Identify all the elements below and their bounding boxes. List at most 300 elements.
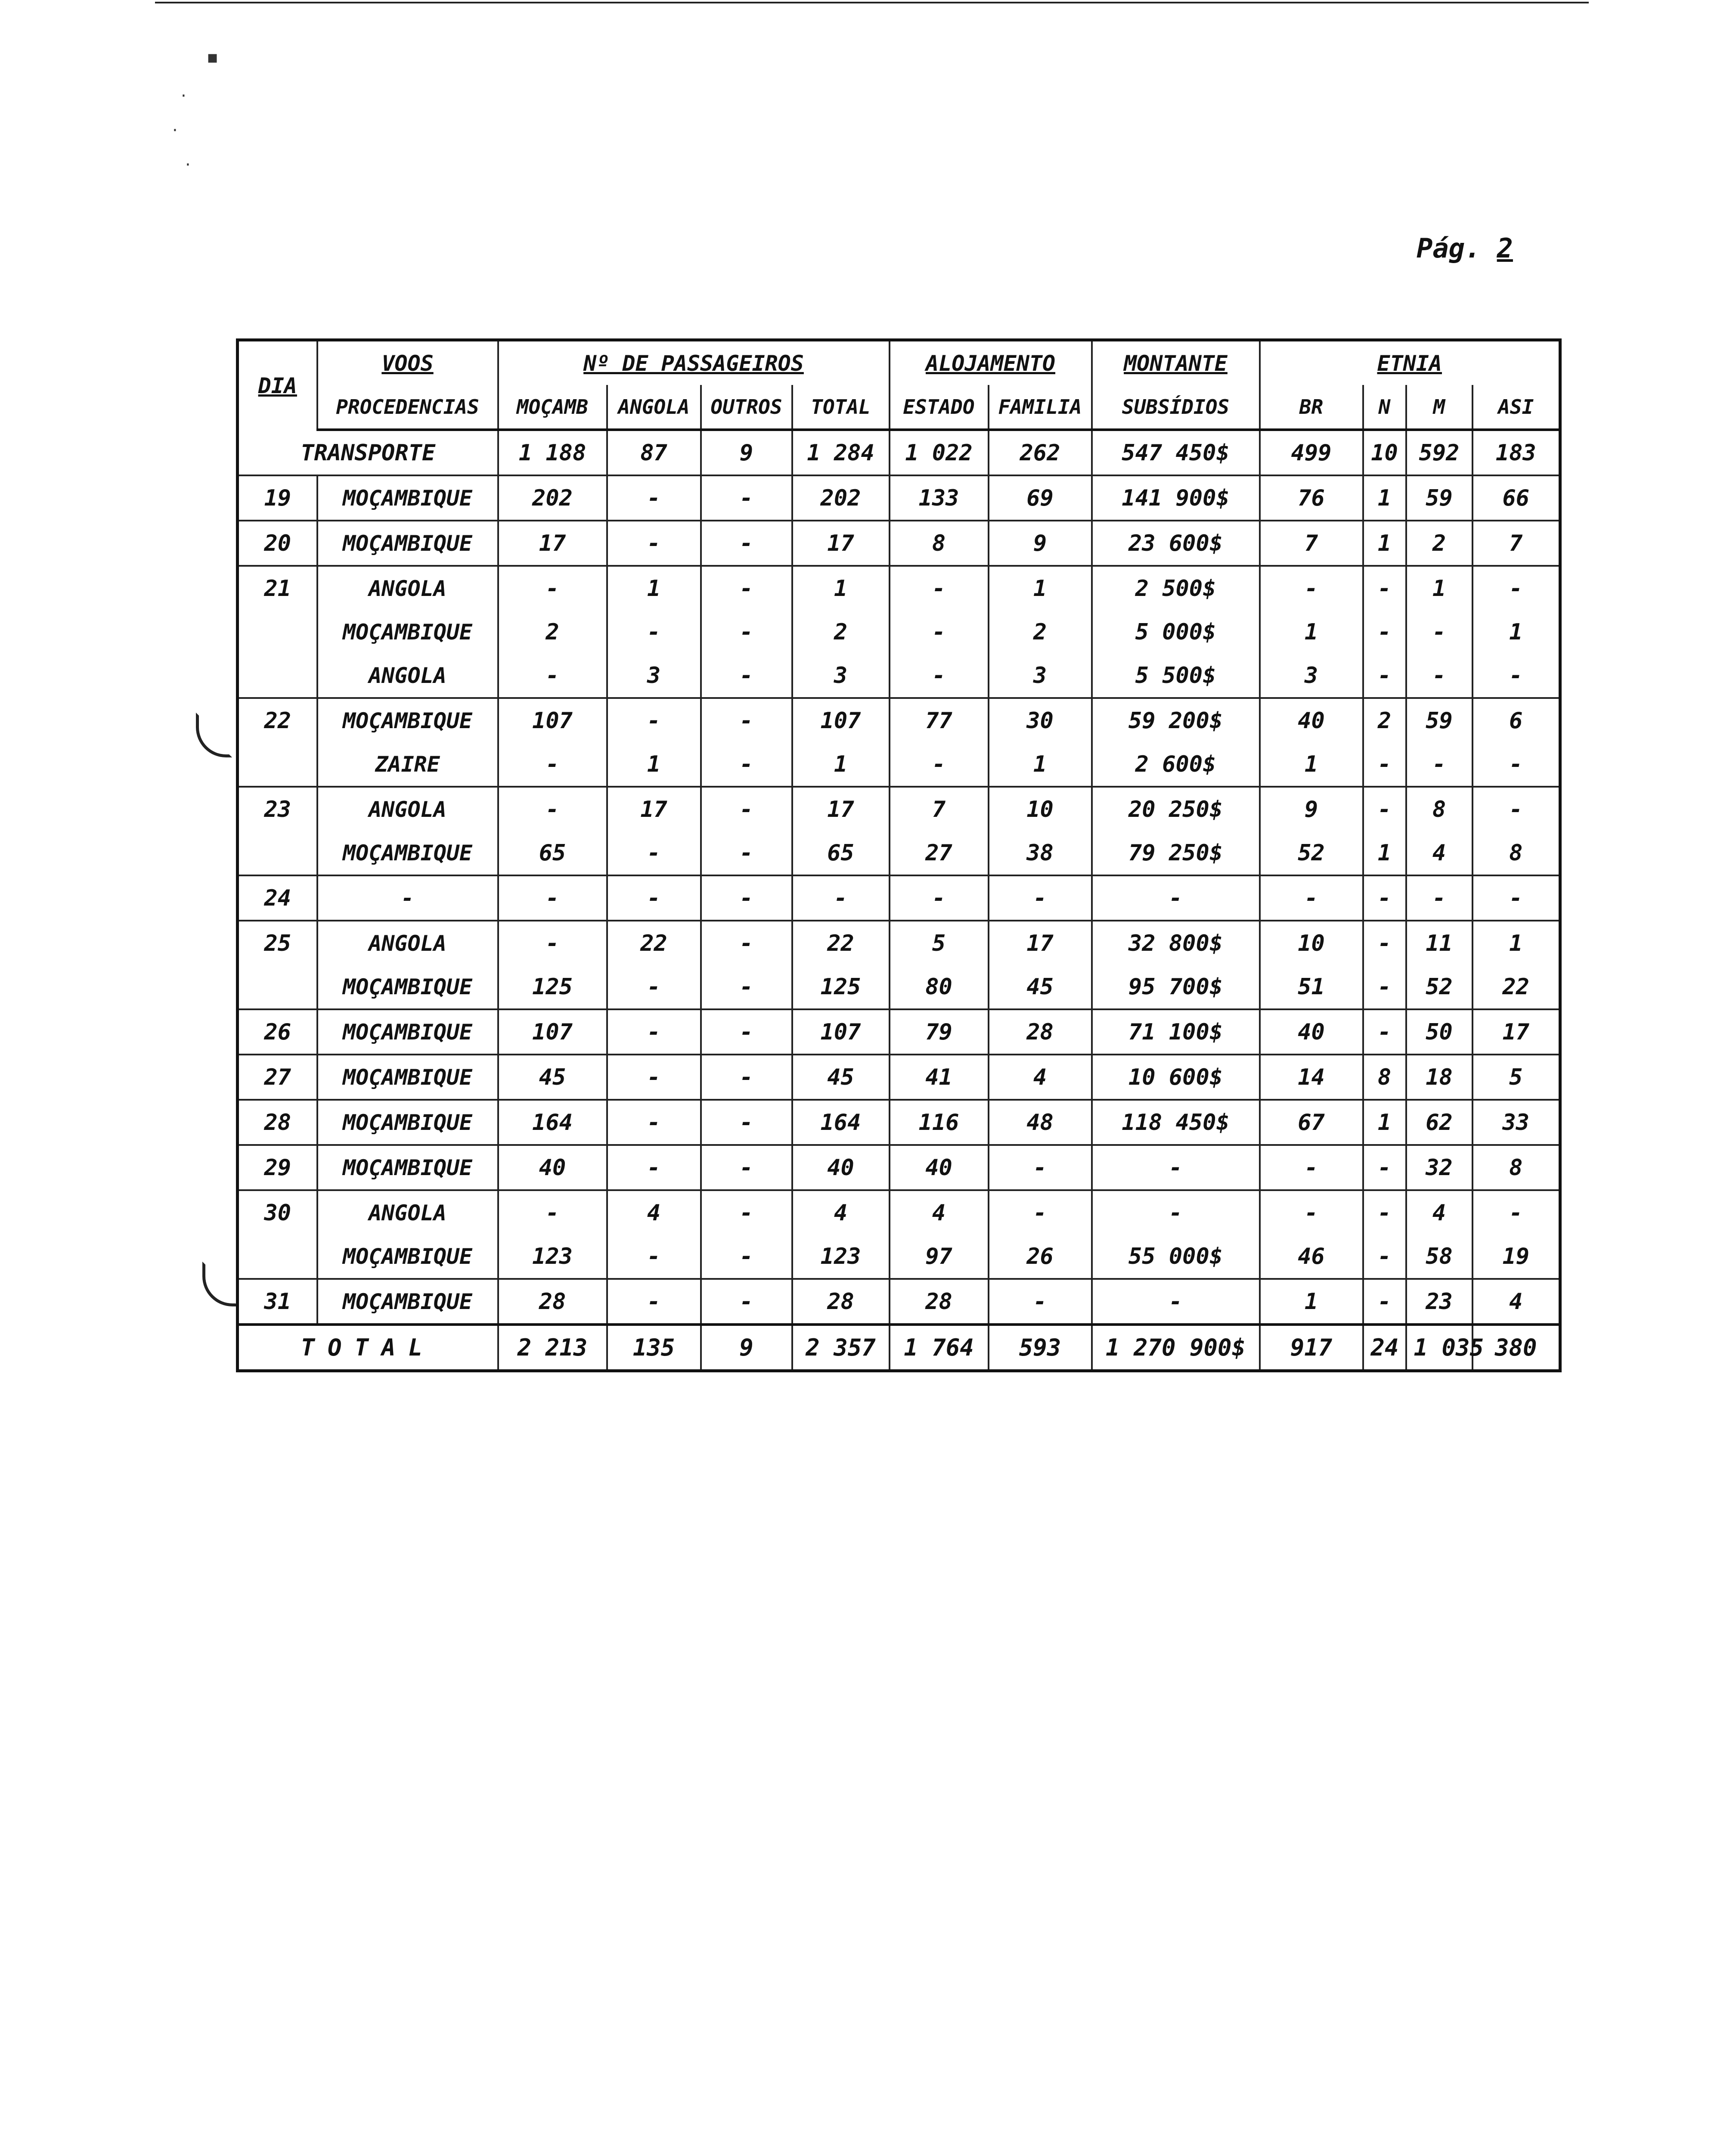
cell-day xyxy=(238,1235,317,1279)
cell-angola: - xyxy=(607,475,701,521)
total-label: TOTAL xyxy=(238,1325,498,1371)
cell-angola: 87 xyxy=(607,430,701,475)
cell-familia: 9 xyxy=(989,521,1092,566)
col-angola: ANGOLA xyxy=(607,385,701,430)
cell-angola: - xyxy=(607,698,701,742)
cell-angola: 17 xyxy=(607,787,701,831)
cell-angola: - xyxy=(607,965,701,1009)
cell-familia: - xyxy=(989,1190,1092,1235)
scan-speck: · xyxy=(172,121,178,140)
cell-n: - xyxy=(1363,1009,1406,1055)
cell-br: 14 xyxy=(1260,1055,1363,1100)
cell-mocamb: - xyxy=(498,875,607,921)
cell-br: 3 xyxy=(1260,654,1363,698)
cell-total: 123 xyxy=(792,1235,890,1279)
cell-br: - xyxy=(1260,566,1363,610)
page-number xyxy=(1417,233,1513,264)
cell-outros: - xyxy=(701,521,792,566)
cell-total: 28 xyxy=(792,1279,890,1325)
cell-asi: 8 xyxy=(1472,1145,1560,1190)
cell-mocamb: - xyxy=(498,787,607,831)
cell-estado: 4 xyxy=(890,1190,989,1235)
cell-proc: MOÇAMBIQUE xyxy=(317,521,498,566)
cell-familia: 38 xyxy=(989,831,1092,875)
cell-day: 23 xyxy=(238,787,317,831)
cell-outros: - xyxy=(701,1100,792,1145)
cell-proc: MOÇAMBIQUE xyxy=(317,1279,498,1325)
cell-angola: - xyxy=(607,1279,701,1325)
cell-n: 2 xyxy=(1363,698,1406,742)
cell-outros: - xyxy=(701,610,792,654)
cell-total: 40 xyxy=(792,1145,890,1190)
scan-speck: ▪ xyxy=(207,47,219,67)
cell-day xyxy=(238,610,317,654)
total-m: 1 035 xyxy=(1406,1325,1472,1371)
cell-subsidios: 95 700$ xyxy=(1092,965,1260,1009)
cell-m: 8 xyxy=(1406,787,1472,831)
cell-total: 1 284 xyxy=(792,430,890,475)
cell-proc: ZAIRE xyxy=(317,742,498,787)
table-row xyxy=(238,566,1560,610)
table-row xyxy=(238,1190,1560,1235)
cell-br: 9 xyxy=(1260,787,1363,831)
cell-mocamb: - xyxy=(498,742,607,787)
cell-proc: MOÇAMBIQUE xyxy=(317,698,498,742)
col-n: N xyxy=(1363,385,1406,430)
cell-br: 52 xyxy=(1260,831,1363,875)
cell-day: 28 xyxy=(238,1100,317,1145)
cell-familia: 28 xyxy=(989,1009,1092,1055)
cell-familia: - xyxy=(989,1145,1092,1190)
table-row xyxy=(238,1009,1560,1055)
cell-familia: 69 xyxy=(989,475,1092,521)
scan-speck: · xyxy=(185,155,191,175)
cell-outros: - xyxy=(701,654,792,698)
cell-estado: 8 xyxy=(890,521,989,566)
cell-asi: 6 xyxy=(1472,698,1560,742)
cell-estado: 79 xyxy=(890,1009,989,1055)
table-row xyxy=(238,787,1560,831)
cell-angola: - xyxy=(607,1235,701,1279)
passenger-ledger-table xyxy=(236,338,1562,1372)
cell-br: 40 xyxy=(1260,698,1363,742)
cell-familia: 1 xyxy=(989,742,1092,787)
cell-proc: ANGOLA xyxy=(317,787,498,831)
cell-br: - xyxy=(1260,1145,1363,1190)
col-m: M xyxy=(1406,385,1472,430)
cell-m: 59 xyxy=(1406,698,1472,742)
cell-br: 7 xyxy=(1260,521,1363,566)
cell-asi: - xyxy=(1472,1190,1560,1235)
cell-day: 31 xyxy=(238,1279,317,1325)
cell-familia: 2 xyxy=(989,610,1092,654)
total-br: 917 xyxy=(1260,1325,1363,1371)
cell-n: 1 xyxy=(1363,475,1406,521)
cell-day: 19 xyxy=(238,475,317,521)
cell-mocamb: 125 xyxy=(498,965,607,1009)
total-outros: 9 xyxy=(701,1325,792,1371)
table-row xyxy=(238,654,1560,698)
cell-m: - xyxy=(1406,875,1472,921)
col-mocamb: MOÇAMB xyxy=(498,385,607,430)
cell-estado: 28 xyxy=(890,1279,989,1325)
cell-day: 30 xyxy=(238,1190,317,1235)
col-asi: ASI xyxy=(1472,385,1560,430)
cell-n: - xyxy=(1363,875,1406,921)
cell-proc: MOÇAMBIQUE xyxy=(317,1100,498,1145)
cell-outros: - xyxy=(701,1145,792,1190)
table-row xyxy=(238,965,1560,1009)
cell-m: 4 xyxy=(1406,1190,1472,1235)
cell-n: - xyxy=(1363,921,1406,965)
col-alojamento: ALOJAMENTO xyxy=(890,340,1092,385)
cell-familia: 10 xyxy=(989,787,1092,831)
cell-proc: MOÇAMBIQUE xyxy=(317,831,498,875)
scan-speck: · xyxy=(181,86,186,106)
cell-angola: 1 xyxy=(607,742,701,787)
cell-subsidios: 2 500$ xyxy=(1092,566,1260,610)
col-estado: ESTADO xyxy=(890,385,989,430)
cell-proc: MOÇAMBIQUE xyxy=(317,1145,498,1190)
cell-outros: - xyxy=(701,1190,792,1235)
cell-m: 50 xyxy=(1406,1009,1472,1055)
page-number-value: 2 xyxy=(1497,233,1513,264)
cell-familia: 48 xyxy=(989,1100,1092,1145)
cell-angola: - xyxy=(607,1009,701,1055)
cell-day xyxy=(238,742,317,787)
cell-mocamb: 65 xyxy=(498,831,607,875)
cell-br: 499 xyxy=(1260,430,1363,475)
cell-total: 107 xyxy=(792,1009,890,1055)
total-estado: 1 764 xyxy=(890,1325,989,1371)
cell-subsidios: 2 600$ xyxy=(1092,742,1260,787)
cell-total: 17 xyxy=(792,787,890,831)
cell-total: 125 xyxy=(792,965,890,1009)
cell-estado: 40 xyxy=(890,1145,989,1190)
table-row xyxy=(238,1145,1560,1190)
cell-outros: - xyxy=(701,831,792,875)
cell-total: 1 xyxy=(792,742,890,787)
cell-br: 51 xyxy=(1260,965,1363,1009)
cell-n: - xyxy=(1363,566,1406,610)
cell-m: - xyxy=(1406,654,1472,698)
table-row xyxy=(238,610,1560,654)
cell-asi: 8 xyxy=(1472,831,1560,875)
table-row xyxy=(238,521,1560,566)
cell-familia: 26 xyxy=(989,1235,1092,1279)
table-row xyxy=(238,1055,1560,1100)
total-n: 24 xyxy=(1363,1325,1406,1371)
cell-total: 2 xyxy=(792,610,890,654)
table-row xyxy=(238,475,1560,521)
cell-m: 59 xyxy=(1406,475,1472,521)
cell-mocamb: 1 188 xyxy=(498,430,607,475)
transport-label: TRANSPORTE xyxy=(238,430,498,475)
cell-estado: 7 xyxy=(890,787,989,831)
cell-asi: 22 xyxy=(1472,965,1560,1009)
cell-n: - xyxy=(1363,1145,1406,1190)
cell-m: 23 xyxy=(1406,1279,1472,1325)
cell-day: 21 xyxy=(238,566,317,610)
cell-m: - xyxy=(1406,742,1472,787)
cell-mocamb: 123 xyxy=(498,1235,607,1279)
total-asi: 380 xyxy=(1472,1325,1560,1371)
cell-familia: 1 xyxy=(989,566,1092,610)
cell-mocamb: 202 xyxy=(498,475,607,521)
col-subsidios: SUBSÍDIOS xyxy=(1092,385,1260,430)
cell-proc: MOÇAMBIQUE xyxy=(317,1235,498,1279)
cell-outros: - xyxy=(701,1279,792,1325)
cell-estado: 77 xyxy=(890,698,989,742)
cell-proc: MOÇAMBIQUE xyxy=(317,965,498,1009)
cell-subsidios: 20 250$ xyxy=(1092,787,1260,831)
cell-br: 10 xyxy=(1260,921,1363,965)
cell-m: 1 xyxy=(1406,566,1472,610)
cell-asi: - xyxy=(1472,742,1560,787)
cell-estado: 27 xyxy=(890,831,989,875)
cell-subsidios: - xyxy=(1092,1190,1260,1235)
cell-familia: 262 xyxy=(989,430,1092,475)
cell-angola: - xyxy=(607,1145,701,1190)
cell-n: - xyxy=(1363,965,1406,1009)
col-dia: DIA xyxy=(238,340,317,430)
total-mocamb: 2 213 xyxy=(498,1325,607,1371)
cell-proc: ANGOLA xyxy=(317,1190,498,1235)
cell-estado: 1 022 xyxy=(890,430,989,475)
cell-total: 3 xyxy=(792,654,890,698)
cell-familia: - xyxy=(989,875,1092,921)
header-columns-row xyxy=(238,385,1560,430)
cell-total: 164 xyxy=(792,1100,890,1145)
cell-n: - xyxy=(1363,742,1406,787)
cell-asi: 7 xyxy=(1472,521,1560,566)
cell-proc: - xyxy=(317,875,498,921)
cell-subsidios: 10 600$ xyxy=(1092,1055,1260,1100)
table-row xyxy=(238,875,1560,921)
cell-total: 1 xyxy=(792,566,890,610)
cell-angola: - xyxy=(607,1055,701,1100)
col-outros: OUTROS xyxy=(701,385,792,430)
cell-subsidios: 547 450$ xyxy=(1092,430,1260,475)
cell-total: - xyxy=(792,875,890,921)
cell-mocamb: - xyxy=(498,921,607,965)
cell-outros: - xyxy=(701,1055,792,1100)
cell-total: 22 xyxy=(792,921,890,965)
cell-m: 62 xyxy=(1406,1100,1472,1145)
col-voos: VOOS xyxy=(317,340,498,385)
cell-br: 76 xyxy=(1260,475,1363,521)
cell-outros: - xyxy=(701,698,792,742)
cell-familia: 3 xyxy=(989,654,1092,698)
cell-familia: 17 xyxy=(989,921,1092,965)
col-montante: MONTANTE xyxy=(1092,340,1260,385)
cell-n: - xyxy=(1363,654,1406,698)
cell-day: 25 xyxy=(238,921,317,965)
cell-estado: 5 xyxy=(890,921,989,965)
cell-total: 45 xyxy=(792,1055,890,1100)
cell-asi: - xyxy=(1472,787,1560,831)
cell-asi: 5 xyxy=(1472,1055,1560,1100)
cell-n: - xyxy=(1363,610,1406,654)
cell-estado: - xyxy=(890,875,989,921)
table-row xyxy=(238,1235,1560,1279)
cell-outros: - xyxy=(701,475,792,521)
cell-mocamb: 107 xyxy=(498,698,607,742)
cell-outros: - xyxy=(701,787,792,831)
cell-n: - xyxy=(1363,1235,1406,1279)
cell-proc: MOÇAMBIQUE xyxy=(317,475,498,521)
cell-mocamb: - xyxy=(498,654,607,698)
binder-hole xyxy=(202,1262,239,1306)
cell-subsidios: 59 200$ xyxy=(1092,698,1260,742)
cell-subsidios: 141 900$ xyxy=(1092,475,1260,521)
cell-angola: - xyxy=(607,875,701,921)
cell-outros: 9 xyxy=(701,430,792,475)
cell-mocamb: - xyxy=(498,566,607,610)
binder-hole xyxy=(196,713,232,757)
total-subsidios: 1 270 900$ xyxy=(1092,1325,1260,1371)
cell-br: 67 xyxy=(1260,1100,1363,1145)
cell-n: - xyxy=(1363,787,1406,831)
cell-total: 107 xyxy=(792,698,890,742)
col-br: BR xyxy=(1260,385,1363,430)
cell-subsidios: 32 800$ xyxy=(1092,921,1260,965)
col-familia: FAMILIA xyxy=(989,385,1092,430)
cell-m: 2 xyxy=(1406,521,1472,566)
cell-n: 1 xyxy=(1363,831,1406,875)
cell-mocamb: 164 xyxy=(498,1100,607,1145)
cell-n: 1 xyxy=(1363,521,1406,566)
cell-outros: - xyxy=(701,742,792,787)
cell-familia: 45 xyxy=(989,965,1092,1009)
table-row xyxy=(238,1279,1560,1325)
cell-subsidios: 23 600$ xyxy=(1092,521,1260,566)
cell-estado: - xyxy=(890,742,989,787)
cell-total: 202 xyxy=(792,475,890,521)
cell-familia: 30 xyxy=(989,698,1092,742)
cell-angola: - xyxy=(607,610,701,654)
cell-br: 40 xyxy=(1260,1009,1363,1055)
cell-m: 592 xyxy=(1406,430,1472,475)
cell-angola: - xyxy=(607,1100,701,1145)
table-row xyxy=(238,831,1560,875)
cell-proc: ANGOLA xyxy=(317,654,498,698)
cell-n: - xyxy=(1363,1190,1406,1235)
cell-angola: 4 xyxy=(607,1190,701,1235)
cell-estado: 80 xyxy=(890,965,989,1009)
cell-estado: 41 xyxy=(890,1055,989,1100)
cell-subsidios: 5 000$ xyxy=(1092,610,1260,654)
cell-estado: - xyxy=(890,610,989,654)
cell-outros: - xyxy=(701,566,792,610)
cell-day xyxy=(238,654,317,698)
cell-angola: 3 xyxy=(607,654,701,698)
cell-subsidios: 118 450$ xyxy=(1092,1100,1260,1145)
cell-proc: MOÇAMBIQUE xyxy=(317,1009,498,1055)
cell-angola: - xyxy=(607,521,701,566)
cell-mocamb: 40 xyxy=(498,1145,607,1190)
cell-br: 1 xyxy=(1260,610,1363,654)
cell-total: 65 xyxy=(792,831,890,875)
cell-asi: 33 xyxy=(1472,1100,1560,1145)
cell-n: 10 xyxy=(1363,430,1406,475)
cell-br: 1 xyxy=(1260,1279,1363,1325)
cell-n: 8 xyxy=(1363,1055,1406,1100)
cell-day: 20 xyxy=(238,521,317,566)
cell-outros: - xyxy=(701,1009,792,1055)
cell-total: 4 xyxy=(792,1190,890,1235)
table-row xyxy=(238,698,1560,742)
cell-subsidios: 5 500$ xyxy=(1092,654,1260,698)
cell-day xyxy=(238,965,317,1009)
col-etnia: ETNIA xyxy=(1260,340,1560,385)
col-total: TOTAL xyxy=(792,385,890,430)
header-group-row xyxy=(238,340,1560,385)
cell-estado: 116 xyxy=(890,1100,989,1145)
total-total: 2 357 xyxy=(792,1325,890,1371)
cell-asi: - xyxy=(1472,566,1560,610)
cell-mocamb: 107 xyxy=(498,1009,607,1055)
cell-outros: - xyxy=(701,965,792,1009)
cell-proc: MOÇAMBIQUE xyxy=(317,610,498,654)
total-angola: 135 xyxy=(607,1325,701,1371)
cell-proc: MOÇAMBIQUE xyxy=(317,1055,498,1100)
cell-estado: - xyxy=(890,654,989,698)
cell-subsidios: - xyxy=(1092,1279,1260,1325)
cell-day xyxy=(238,831,317,875)
cell-familia: - xyxy=(989,1279,1092,1325)
table-row xyxy=(238,921,1560,965)
cell-mocamb: - xyxy=(498,1190,607,1235)
cell-asi: 17 xyxy=(1472,1009,1560,1055)
total-familia: 593 xyxy=(989,1325,1092,1371)
cell-estado: - xyxy=(890,566,989,610)
cell-asi: 1 xyxy=(1472,921,1560,965)
cell-asi: 19 xyxy=(1472,1235,1560,1279)
cell-angola: 22 xyxy=(607,921,701,965)
cell-estado: 133 xyxy=(890,475,989,521)
cell-asi: 1 xyxy=(1472,610,1560,654)
top-rule xyxy=(155,2,1589,3)
cell-mocamb: 17 xyxy=(498,521,607,566)
cell-br: - xyxy=(1260,1190,1363,1235)
table-row xyxy=(238,1100,1560,1145)
cell-m: 4 xyxy=(1406,831,1472,875)
cell-angola: 1 xyxy=(607,566,701,610)
cell-n: 1 xyxy=(1363,1100,1406,1145)
cell-n: - xyxy=(1363,1279,1406,1325)
cell-mocamb: 45 xyxy=(498,1055,607,1100)
cell-asi: - xyxy=(1472,875,1560,921)
cell-estado: 97 xyxy=(890,1235,989,1279)
cell-day: 26 xyxy=(238,1009,317,1055)
cell-mocamb: 2 xyxy=(498,610,607,654)
cell-m: 18 xyxy=(1406,1055,1472,1100)
cell-asi: 183 xyxy=(1472,430,1560,475)
cell-br: 46 xyxy=(1260,1235,1363,1279)
cell-proc: ANGOLA xyxy=(317,921,498,965)
cell-outros: - xyxy=(701,921,792,965)
cell-subsidios: 79 250$ xyxy=(1092,831,1260,875)
cell-subsidios: - xyxy=(1092,1145,1260,1190)
cell-asi: 4 xyxy=(1472,1279,1560,1325)
cell-day: 24 xyxy=(238,875,317,921)
cell-proc: ANGOLA xyxy=(317,566,498,610)
cell-mocamb: 28 xyxy=(498,1279,607,1325)
cell-m: 11 xyxy=(1406,921,1472,965)
cell-m: 52 xyxy=(1406,965,1472,1009)
cell-total: 17 xyxy=(792,521,890,566)
